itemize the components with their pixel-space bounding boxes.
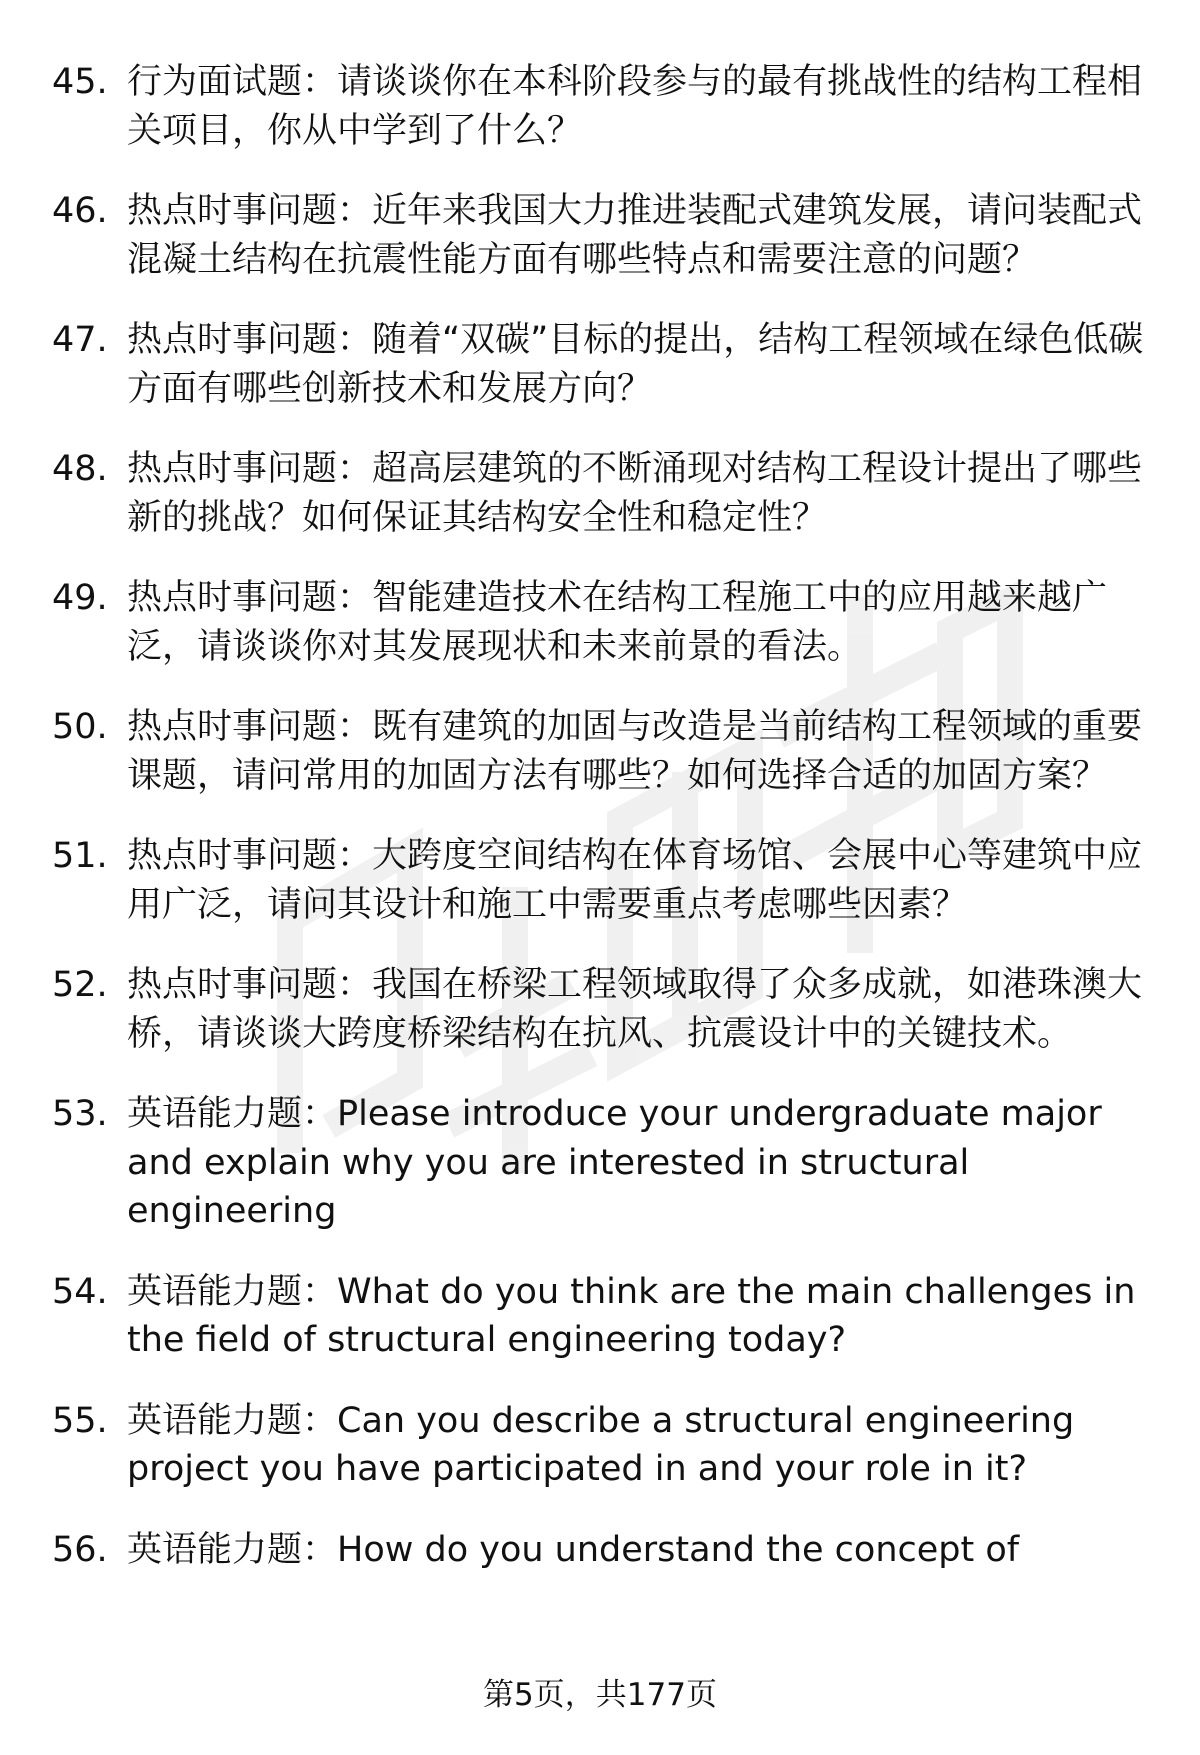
page-number-footer: 第5页，共177页 [483, 1677, 717, 1713]
question-text: 热点时事问题：超高层建筑的不断涌现对结构工程设计提出了哪些新的挑战？如何保证其结构安全性和稳定性？ [127, 449, 1143, 538]
question-number: 52. [52, 965, 108, 1005]
question-item-51 [52, 832, 1152, 929]
question-list [52, 58, 1152, 1606]
question-item-47 [52, 316, 1152, 413]
question-item-53 [52, 1090, 1152, 1236]
question-number: 53. [52, 1094, 108, 1134]
question-number: 49. [52, 578, 108, 618]
question-item-55 [52, 1397, 1152, 1494]
question-number: 55. [52, 1400, 108, 1441]
question-item-56 [52, 1526, 1152, 1575]
question-number: 47. [52, 320, 108, 360]
question-item-54 [52, 1268, 1152, 1365]
question-text: 热点时事问题：随着“双碳”目标的提出，结构工程领域在绿色低碳方面有哪些创新技术和发展方向？ [127, 320, 1144, 409]
question-item-46 [52, 187, 1152, 284]
question-number: 46. [52, 191, 108, 231]
question-number: 56. [52, 1529, 108, 1570]
question-number: 51. [52, 836, 108, 876]
question-text: 英语能力题：What do you think are the main challenges in the field of structural engineering today? [127, 1271, 1136, 1360]
question-item-49 [52, 574, 1152, 671]
question-item-45 [52, 58, 1152, 155]
question-text: 英语能力题：How do you understand the concept of [127, 1529, 1020, 1570]
question-text: 热点时事问题：既有建筑的加固与改造是当前结构工程领域的重要课题，请问常用的加固方法有哪些？如何选择合适的加固方案？ [127, 707, 1143, 796]
question-number: 45. [52, 62, 108, 102]
question-number: 48. [52, 449, 108, 489]
question-text: 英语能力题：Can you describe a structural engineering project you have participated in and your role in it? [127, 1400, 1075, 1489]
question-text: 热点时事问题：智能建造技术在结构工程施工中的应用越来越广泛，请谈谈你对其发展现状和未来前景的看法。 [127, 578, 1108, 667]
question-item-52 [52, 961, 1152, 1058]
question-text: 英语能力题：Please introduce your undergraduate major and explain why you are interested in structural engineering [127, 1094, 1102, 1231]
question-number: 54. [52, 1271, 108, 1312]
question-item-48 [52, 445, 1152, 542]
question-text: 热点时事问题：近年来我国大力推进装配式建筑发展，请问装配式混凝土结构在抗震性能方面有哪些特点和需要注意的问题？ [127, 191, 1143, 280]
question-text: 行为面试题：请谈谈你在本科阶段参与的最有挑战性的结构工程相关项目，你从中学到了什么？ [127, 62, 1143, 151]
question-text: 热点时事问题：我国在桥梁工程领域取得了众多成就，如港珠澳大桥，请谈谈大跨度桥梁结构在抗风、抗震设计中的关键技术。 [127, 965, 1143, 1054]
question-number: 50. [52, 707, 108, 747]
question-text: 热点时事问题：大跨度空间结构在体育场馆、会展中心等建筑中应用广泛，请问其设计和施工中需要重点考虑哪些因素？ [127, 836, 1143, 925]
question-item-50 [52, 703, 1152, 800]
